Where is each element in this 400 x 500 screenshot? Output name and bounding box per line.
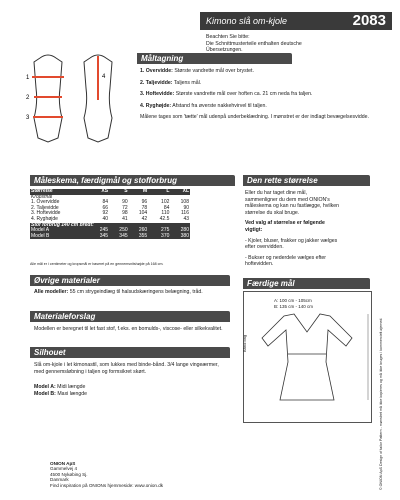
svg-text:4: 4 bbox=[102, 74, 106, 80]
dress-illustration bbox=[244, 292, 371, 422]
other-materials-text: Alle modeller: 55 cm strygeindlæg til halsudskæringens belægning, tråd. bbox=[34, 289, 203, 295]
footer-company: ONION ApS bbox=[50, 461, 76, 466]
size-footnote: Alle mål er i centimeter og kropsmål er baseret på en gennemsnitshøjde på 168 cm. bbox=[30, 262, 164, 266]
pattern-number: 2083 bbox=[352, 12, 386, 29]
svg-text:2: 2 bbox=[26, 95, 30, 101]
model-list bbox=[34, 384, 229, 397]
table-row: 4. Ryghøjde 40 41 42 42.5 43 bbox=[31, 215, 189, 222]
silhouette-text: Slå om-kjole i let kimonastil, som lukkes med binde-bånd. 3/4 lange vingeærmer, med gennemsløbning i taljen og formsikret skørt. bbox=[34, 362, 219, 375]
header-note bbox=[206, 34, 386, 54]
right-size-paragraph: Eller du har taget dine mål, sammenligner du dem med ONION's måleskema og kan nu fastlægge, hvilken størrelse du skal bruge. bbox=[245, 190, 340, 216]
column-header: M bbox=[129, 189, 149, 195]
measuring-item: 1. Overvidde: Største vandrette mål over brystet. bbox=[140, 68, 254, 74]
finished-drawing-box bbox=[243, 291, 372, 423]
measuring-title-bar bbox=[137, 53, 292, 64]
other-materials-title-bar bbox=[30, 275, 230, 286]
measuring-list bbox=[140, 68, 392, 121]
model-b: Model B: Maxi længde bbox=[34, 390, 88, 397]
table-row: 2. Taljevidde 66 72 78 84 90 bbox=[31, 204, 189, 211]
footer-address bbox=[50, 461, 290, 488]
note-line: Die Schnittmusterteile enthalten deutsche bbox=[206, 40, 302, 47]
note-line: Übersetzungen. bbox=[206, 47, 243, 54]
right-size-title: Den rette størrelse bbox=[247, 176, 318, 185]
table-row: 1. Overvidde 84 90 96 102 108 bbox=[31, 199, 189, 206]
measuring-item: 2. Taljevidde: Taljens mål. bbox=[140, 79, 202, 86]
right-size-bullet: - Kjoler, bluser, frakker og jakker vælges efter overvidden. bbox=[245, 237, 338, 251]
right-size-bullet: - Bukser og nederdele vælges efter hoftevidden. bbox=[245, 254, 327, 268]
side-copyright: © ONION ApS Design of tailor Pattern - mønstret må ikke kopieres og må ikke bruges i kommercielt øjemed. bbox=[379, 317, 383, 490]
size-chart-title: Måleskema, færdigmål og stofforbrug bbox=[34, 176, 177, 185]
table-row: Model B 345 345 355 370 380 bbox=[31, 232, 189, 239]
right-size-subheading: Ved valg af størrelse er følgende vigtigt: bbox=[245, 220, 325, 233]
material-suggestion-text: Modellen er beregnet til let fast stof, f.eks. en bomulds-, viscose- eller silkekvalitet. bbox=[34, 326, 223, 332]
section-label: Stof forbrug 140 cm bredt: bbox=[30, 223, 190, 229]
size-chart-title-bar bbox=[30, 175, 235, 186]
size-table-wrapper bbox=[30, 189, 190, 239]
material-suggestion-title-bar bbox=[30, 311, 230, 322]
material-suggestion-title: Materialeforslag bbox=[34, 312, 96, 321]
finished-title-bar bbox=[243, 278, 370, 289]
column-header: XS bbox=[90, 189, 110, 195]
finished-title: Færdige mål bbox=[247, 279, 295, 288]
svg-text:1: 1 bbox=[26, 75, 30, 81]
footer-line: Danmark bbox=[50, 477, 69, 483]
table-row: Model A 245 250 260 275 280 bbox=[31, 227, 189, 234]
body-measure-illustration bbox=[18, 48, 130, 163]
body-figures bbox=[18, 48, 130, 163]
measuring-title: Måltagning bbox=[141, 54, 184, 63]
silhouette-title: Silhouet bbox=[34, 348, 66, 357]
finished-label-a: A: 100 cm - 105cm bbox=[274, 298, 312, 303]
column-header: XL bbox=[170, 189, 190, 195]
size-table bbox=[30, 189, 190, 239]
measuring-item: 4. Ryghøjde: Afstand fra øverste nakkehvirvel til taljen. bbox=[140, 102, 267, 109]
footer-line: Gammelvej 4 bbox=[50, 466, 78, 472]
table-row: 3. Hoftevidde 92 98 104 110 116 bbox=[31, 210, 189, 217]
silhouette-title-bar bbox=[30, 347, 230, 358]
note-line: Beachten Sie bitte: bbox=[206, 34, 250, 40]
right-size-text bbox=[245, 190, 340, 268]
right-size-title-bar bbox=[243, 175, 370, 186]
footer-web: Find inspiration på ONIONs hjemmeside: www.onion.dk bbox=[50, 482, 164, 488]
pattern-title: Kimono slå om-kjole bbox=[206, 16, 288, 26]
model-a: Model A: Midi længde bbox=[34, 384, 86, 390]
column-header: Størrelse bbox=[30, 189, 90, 195]
finished-side-label: Bånd bag bbox=[242, 334, 247, 352]
other-materials-title: Øvrige materialer bbox=[34, 276, 100, 285]
column-header: S bbox=[109, 189, 129, 195]
finished-label-b: B: 135 cm - 140 cm bbox=[274, 304, 314, 309]
measuring-note: Målene tages som 'tætte' mål udenpå underbeklædning. I mønstret er der indlagt bevægelsesvidde. bbox=[140, 114, 369, 121]
footer-line: 4500 Nykøbing Sj. bbox=[50, 471, 88, 477]
svg-text:3: 3 bbox=[26, 115, 30, 121]
column-header: L bbox=[148, 189, 170, 195]
section-label: Kropsmål bbox=[31, 193, 53, 200]
header-title-bar bbox=[200, 12, 392, 30]
measuring-item: 3. Hoftevidde: Største vandrette mål over hoften ca. 21 cm neda fra taljen. bbox=[140, 91, 313, 98]
